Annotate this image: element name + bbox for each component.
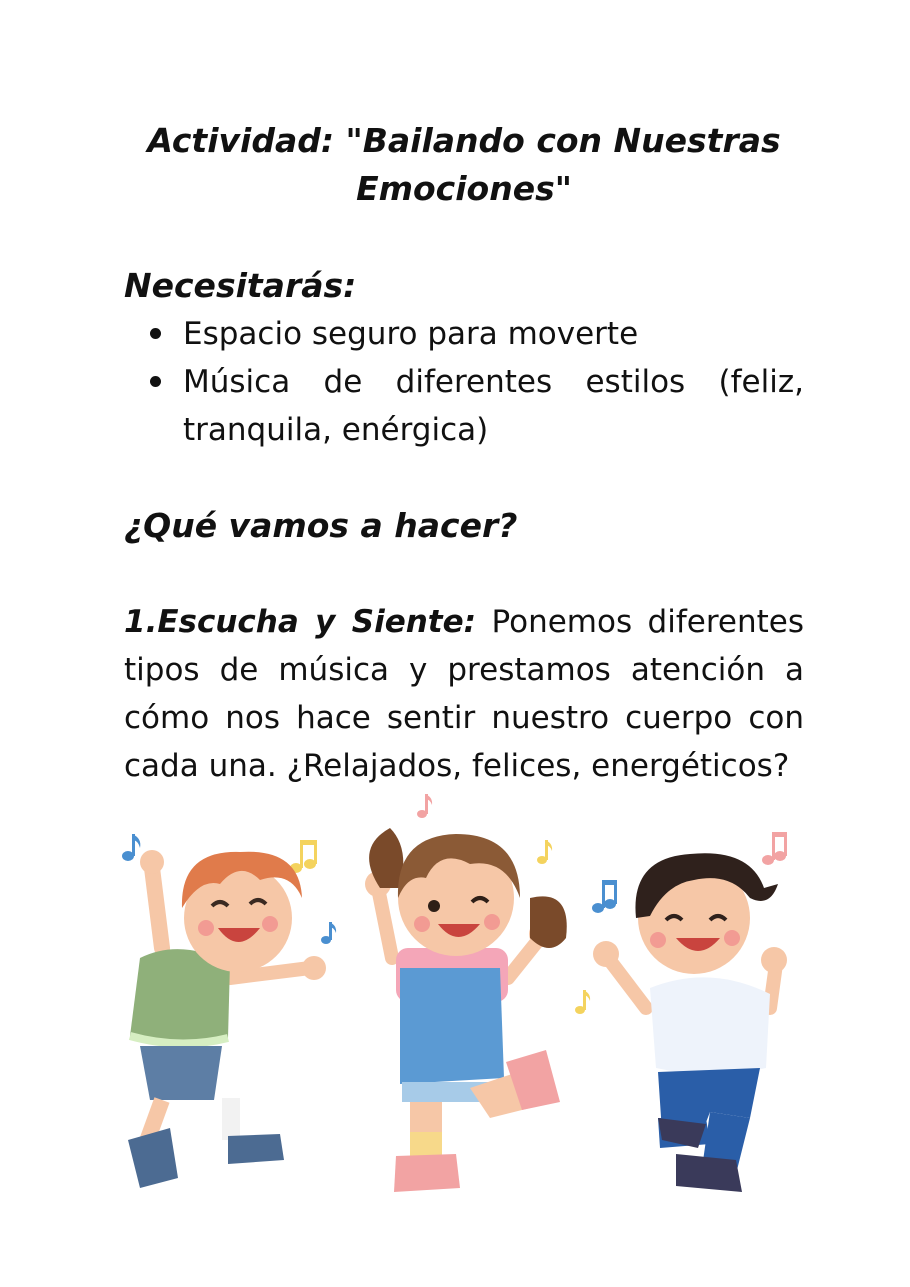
music-note-icon bbox=[290, 840, 317, 873]
music-note-icon bbox=[592, 880, 617, 913]
child-boy-green-shirt bbox=[128, 850, 326, 1188]
list-item-text: Espacio seguro para moverte bbox=[183, 316, 639, 352]
child-boy-white-shirt bbox=[593, 853, 787, 1192]
list-item bbox=[124, 358, 804, 454]
child-girl-overalls bbox=[365, 828, 567, 1192]
needs-heading: Necesitarás: bbox=[124, 266, 357, 305]
bullet-icon bbox=[150, 376, 161, 387]
step-text: Ponemos diferentes tipos de música y prestamos atención a cómo nos hace sentir nuestro cuerpo con cada una. ¿Relajados, felices, energéticos? bbox=[124, 604, 804, 784]
bullet-icon bbox=[150, 328, 161, 339]
step-label: 1.Escucha y Siente: bbox=[124, 604, 477, 640]
page-title: Actividad: "Bailando con Nuestras Emociones" bbox=[147, 121, 781, 208]
music-note-icon bbox=[537, 840, 552, 864]
list-item-text: Música de diferentes estilos (feliz, tranquila, enérgica) bbox=[183, 364, 804, 448]
music-note-icon bbox=[417, 794, 432, 818]
music-note-icon bbox=[321, 922, 336, 944]
list-item bbox=[124, 310, 804, 358]
dancing-children-illustration bbox=[110, 788, 810, 1208]
needs-list bbox=[124, 310, 804, 454]
step-paragraph bbox=[124, 598, 804, 790]
music-note-icon bbox=[762, 832, 787, 865]
music-note-icon bbox=[575, 990, 590, 1014]
plan-heading: ¿Qué vamos a hacer? bbox=[124, 506, 518, 545]
music-note-icon bbox=[122, 834, 140, 861]
